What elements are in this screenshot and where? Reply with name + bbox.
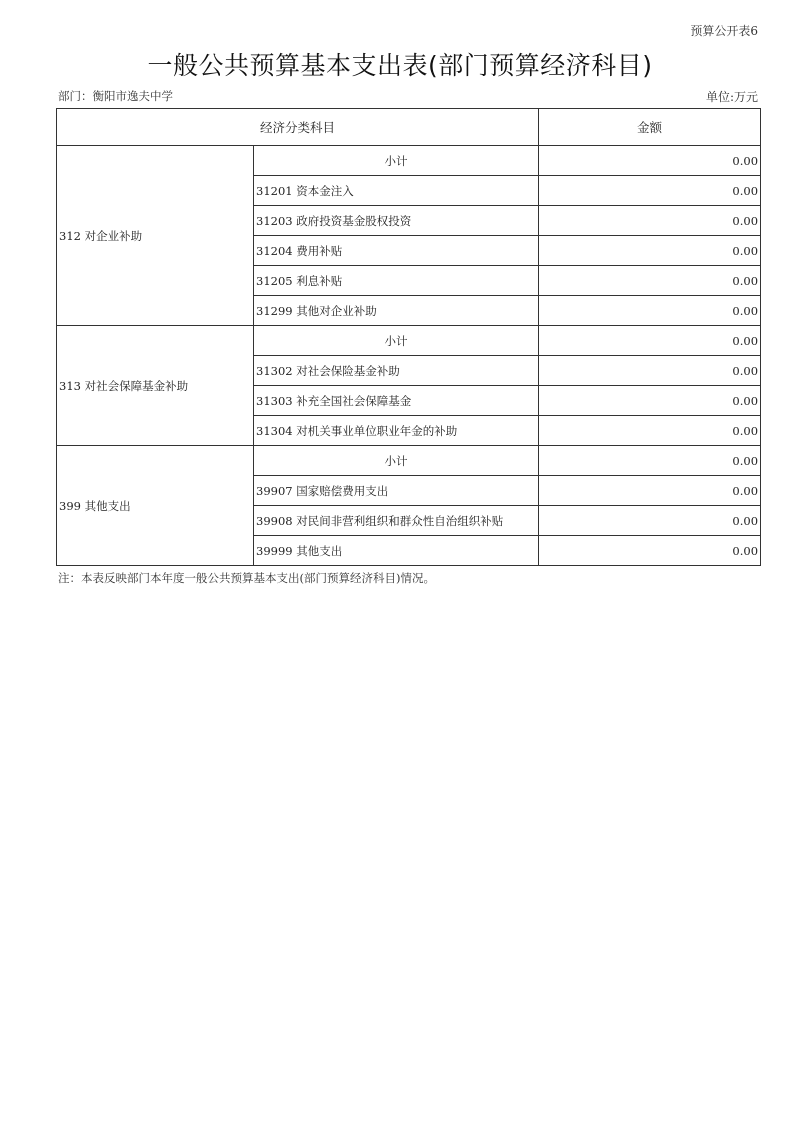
- item-amount: 0.00: [539, 506, 761, 536]
- item-label: 39908 对民间非营利组织和群众性自治组织补贴: [254, 506, 539, 536]
- item-amount: 0.00: [539, 236, 761, 266]
- group-label-313: 313 对社会保障基金补助: [57, 326, 254, 446]
- item-amount: 0.00: [539, 476, 761, 506]
- item-amount: 0.00: [539, 266, 761, 296]
- item-amount: 0.00: [539, 176, 761, 206]
- subtotal-label: 小计: [254, 326, 539, 356]
- table-row: [57, 146, 761, 176]
- table-header-row: [57, 109, 761, 146]
- subtotal-label: 小计: [254, 146, 539, 176]
- item-label: 31302 对社会保险基金补助: [254, 356, 539, 386]
- budget-table: [56, 108, 761, 566]
- footnote: 注：本表反映部门本年度一般公共预算基本支出(部门预算经济科目)情况。: [58, 571, 435, 585]
- form-number: 预算公开表6: [690, 24, 758, 38]
- item-label: 31304 对机关事业单位职业年金的补助: [254, 416, 539, 446]
- column-header-amount: 金额: [539, 109, 761, 146]
- item-label: 31299 其他对企业补助: [254, 296, 539, 326]
- subtotal-amount: 0.00: [539, 326, 761, 356]
- item-amount: 0.00: [539, 296, 761, 326]
- item-label: 39999 其他支出: [254, 536, 539, 566]
- department-label: 部门：衡阳市逸夫中学: [58, 89, 173, 103]
- group-label-399: 399 其他支出: [57, 446, 254, 566]
- item-amount: 0.00: [539, 416, 761, 446]
- page-title: 一般公共预算基本支出表(部门预算经济科目): [147, 51, 653, 80]
- table-row: [57, 326, 761, 356]
- item-amount: 0.00: [539, 536, 761, 566]
- item-label: 31203 政府投资基金股权投资: [254, 206, 539, 236]
- item-label: 31303 补充全国社会保障基金: [254, 386, 539, 416]
- item-amount: 0.00: [539, 386, 761, 416]
- unit-label: 单位:万元: [705, 90, 758, 104]
- item-label: 31205 利息补贴: [254, 266, 539, 296]
- item-label: 31204 费用补贴: [254, 236, 539, 266]
- subtotal-amount: 0.00: [539, 446, 761, 476]
- item-amount: 0.00: [539, 206, 761, 236]
- column-header-category: 经济分类科目: [57, 109, 539, 146]
- item-amount: 0.00: [539, 356, 761, 386]
- group-label-312: 312 对企业补助: [57, 146, 254, 326]
- item-label: 39907 国家赔偿费用支出: [254, 476, 539, 506]
- subtotal-amount: 0.00: [539, 146, 761, 176]
- subtotal-label: 小计: [254, 446, 539, 476]
- table-row: [57, 446, 761, 476]
- item-label: 31201 资本金注入: [254, 176, 539, 206]
